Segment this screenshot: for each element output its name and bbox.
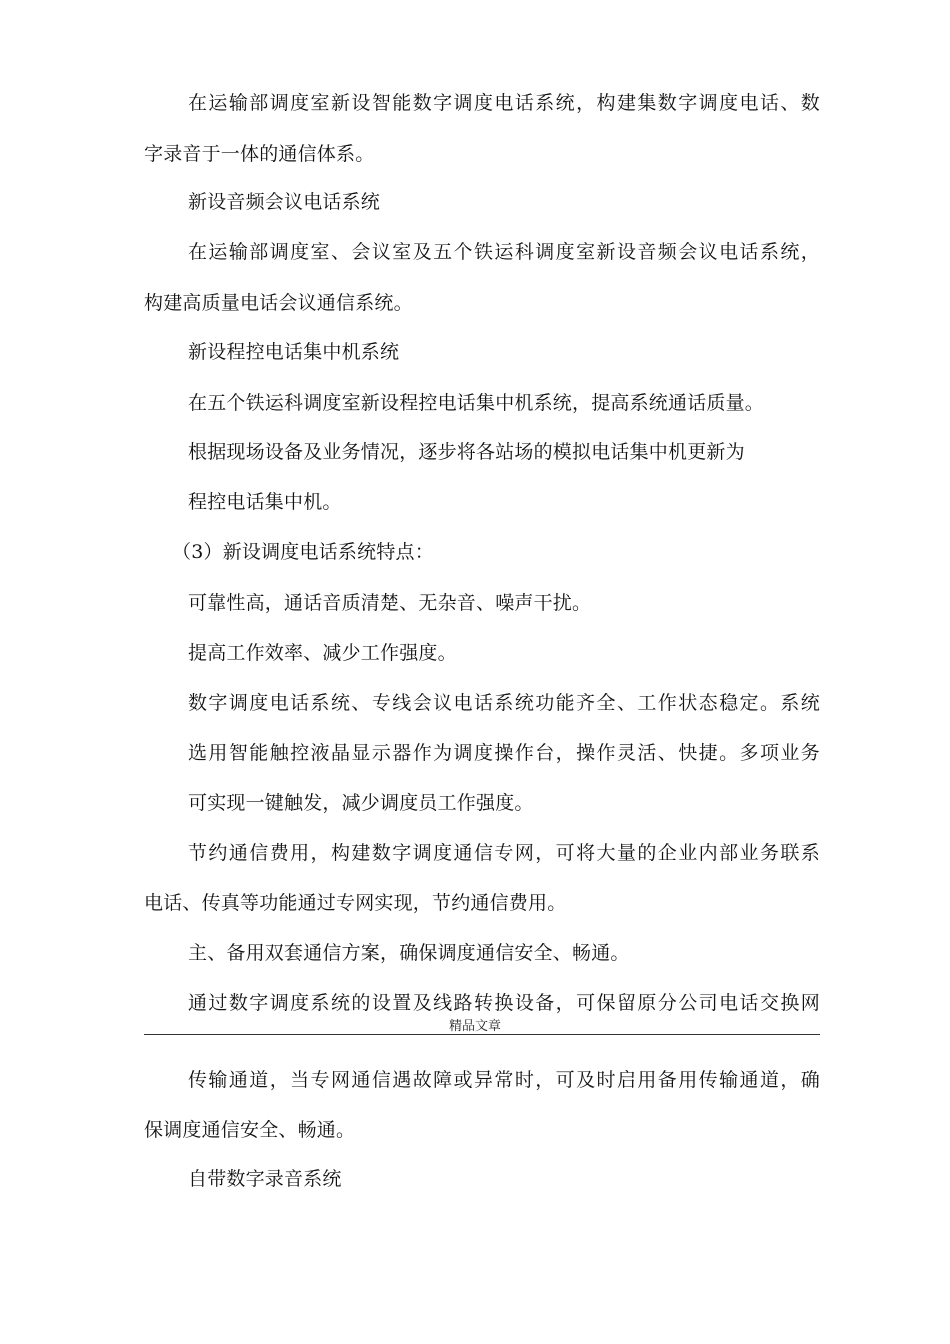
paragraph-line: 选用智能触控液晶显示器作为调度操作台，操作灵活、快捷。多项业务	[188, 742, 820, 764]
page-footer-label: 精品文章	[448, 1019, 501, 1034]
section-heading: 新设程控电话集中机系统	[188, 341, 400, 363]
paragraph-line: 可靠性高，通话音质清楚、无杂音、噪声干扰。	[188, 592, 592, 614]
paragraph-line: 提高工作效率、减少工作强度。	[188, 642, 457, 664]
paragraph-line: 通过数字调度系统的设置及线路转换设备，可保留原分公司电话交换网	[188, 992, 820, 1014]
paragraph-line: 主、备用双套通信方案，确保调度通信安全、畅通。	[188, 942, 630, 964]
paragraph-line: 电话、传真等功能通过专网实现，节约通信费用。	[144, 892, 567, 914]
paragraph-line: 程控电话集中机。	[188, 491, 342, 513]
paragraph-line: 根据现场设备及业务情况，逐步将各站场的模拟电话集中机更新为	[188, 441, 745, 463]
paragraph-line: 构建高质量电话会议通信系统。	[144, 292, 413, 314]
section-heading: 新设音频会议电话系统	[188, 191, 381, 213]
paragraph-line: 保调度通信安全、畅通。	[144, 1119, 356, 1141]
paragraph-line: 在五个铁运科调度室新设程控电话集中机系统，提高系统通话质量。	[188, 392, 765, 414]
paragraph-line: 字录音于一体的通信体系。	[144, 143, 375, 165]
paragraph-line: 传输通道，当专网通信遇故障或异常时，可及时启用备用传输通道，确	[188, 1069, 820, 1091]
paragraph-line: 数字调度电话系统、专线会议电话系统功能齐全、工作状态稳定。系统	[188, 692, 820, 714]
section-heading: 自带数字录音系统	[188, 1168, 342, 1190]
page-divider	[144, 1034, 820, 1035]
paragraph-line: 可实现一键触发，减少调度员工作强度。	[188, 792, 534, 814]
section-heading: （3）新设调度电话系统特点：	[172, 541, 434, 563]
paragraph-line: 在运输部调度室新设智能数字调度电话系统，构建集数字调度电话、数	[188, 92, 820, 114]
paragraph-line: 在运输部调度室、会议室及五个铁运科调度室新设音频会议电话系统，	[188, 241, 820, 263]
paragraph-line: 节约通信费用，构建数字调度通信专网，可将大量的企业内部业务联系	[188, 842, 820, 864]
